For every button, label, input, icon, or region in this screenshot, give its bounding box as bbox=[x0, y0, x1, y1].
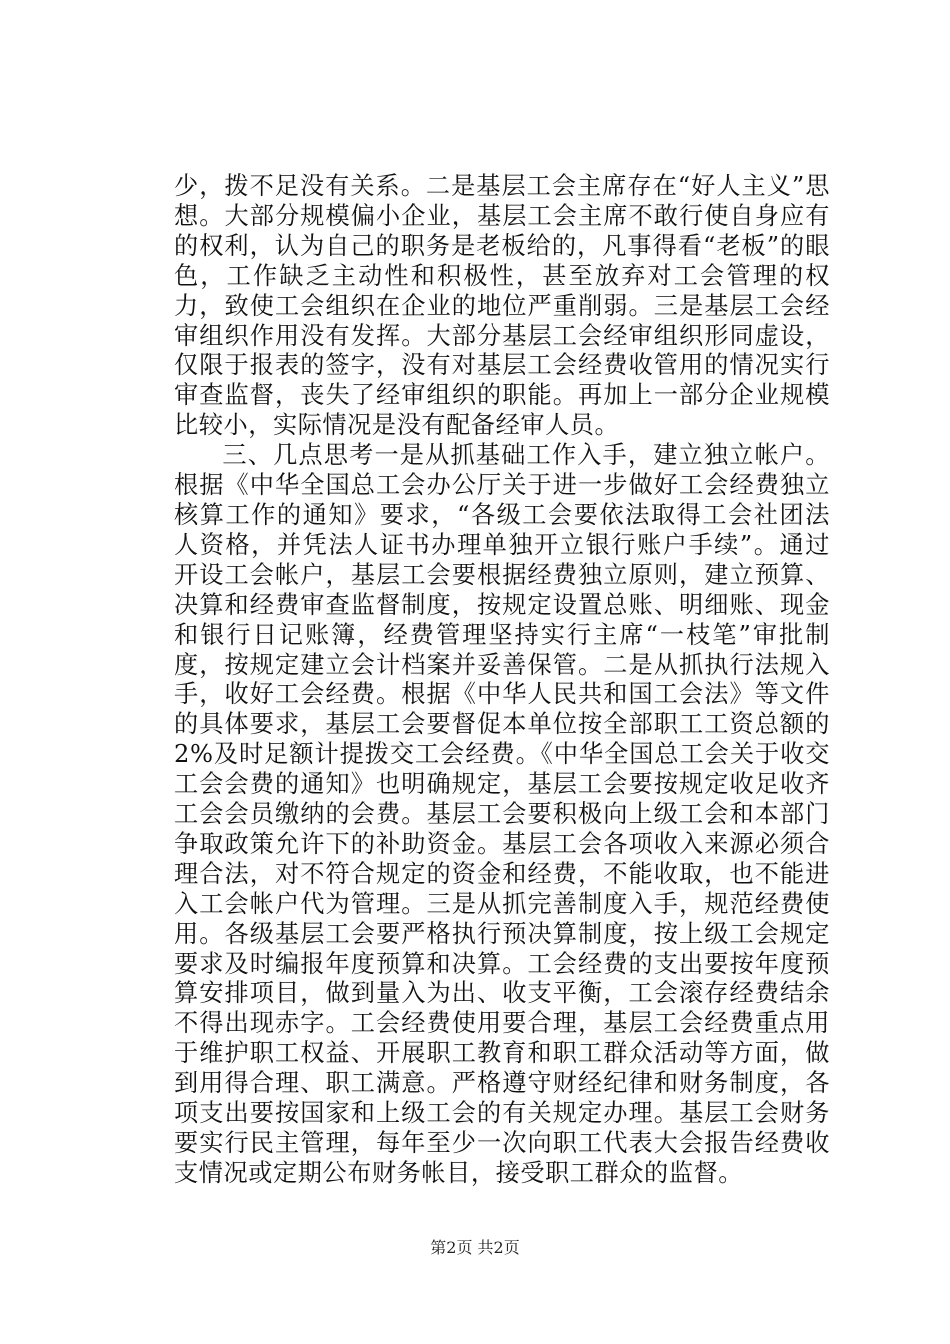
paragraph-1: 少，拨不足没有关系。二是基层工会主席存在“好人主义”思想。大部分规模偏小企业，基层工会主席不敢行使自身应有的权利，认为自己的职务是老板给的，凡事得看“老板”的眼色，工作缺乏主动性和积极性，甚至放弃对工会管理的权力，致使工会组织在企业的地位严重削弱。三是基层工会经审组织作用没有发挥。大部分基层工会经审组织形同虚设，仅限于报表的签字，没有对基层工会经费收管用的情况实行审查监督，丧失了经审组织的职能。再加上一部分企业规模比较小，实际情况是没有配备经审人员。 bbox=[174, 172, 830, 440]
paragraph-2: 三、几点思考一是从抓基础工作入手，建立独立帐户。根据《中华全国总工会办公厅关于进一步做好工会经费独立核算工作的通知》要求，“各级工会要依法取得工会社团法人资格，并凭法人证书办理单独开立银行账户手续”。通过开设工会帐户，基层工会要根据经费独立原则，建立预算、决算和经费审查监督制度，按规定设置总账、明细账、现金和银行日记账簿，经费管理坚持实行主席“一枝笔”审批制度，按规定建立会计档案并妥善保管。二是从抓执行法规入手，收好工会经费。根据《中华人民共和国工会法》等文件的具体要求，基层工会要督促本单位按全部职工工资总额的2%及时足额计提拨交工会经费。《中华全国总工会关于收交工会会费的通知》也明确规定，基层工会要按规定收足收齐工会会员缴纳的会费。基层工会要积极向上级工会和本部门争取政策允许下的补助资金。基层工会各项收入来源必须合理合法，对不符合规定的资金和经费，不能收取，也不能进入工会帐户代为管理。三是从抓完善制度入手，规范经费使用。各级基层工会要严格执行预决算制度，按上级工会规定要求及时编报年度预算和决算。工会经费的支出要按年度预算安排项目，做到量入为出、收支平衡，工会滚存经费结余不得出现赤字。工会经费使用要合理，基层工会经费重点用于维护职工权益、开展职工教育和职工群众活动等方面，做到用得合理、职工满意。严格遵守财经纪律和财务制度，各项支出要按国家和上级工会的有关规定办理。基层工会财务要实行民主管理，每年至少一次向职工代表大会报告经费收支情况或定期公布财务帐目，接受职工群众的监督。 bbox=[174, 441, 830, 1187]
page-footer: 第2页 共2页 bbox=[430, 1238, 520, 1257]
document-body bbox=[174, 172, 830, 1189]
